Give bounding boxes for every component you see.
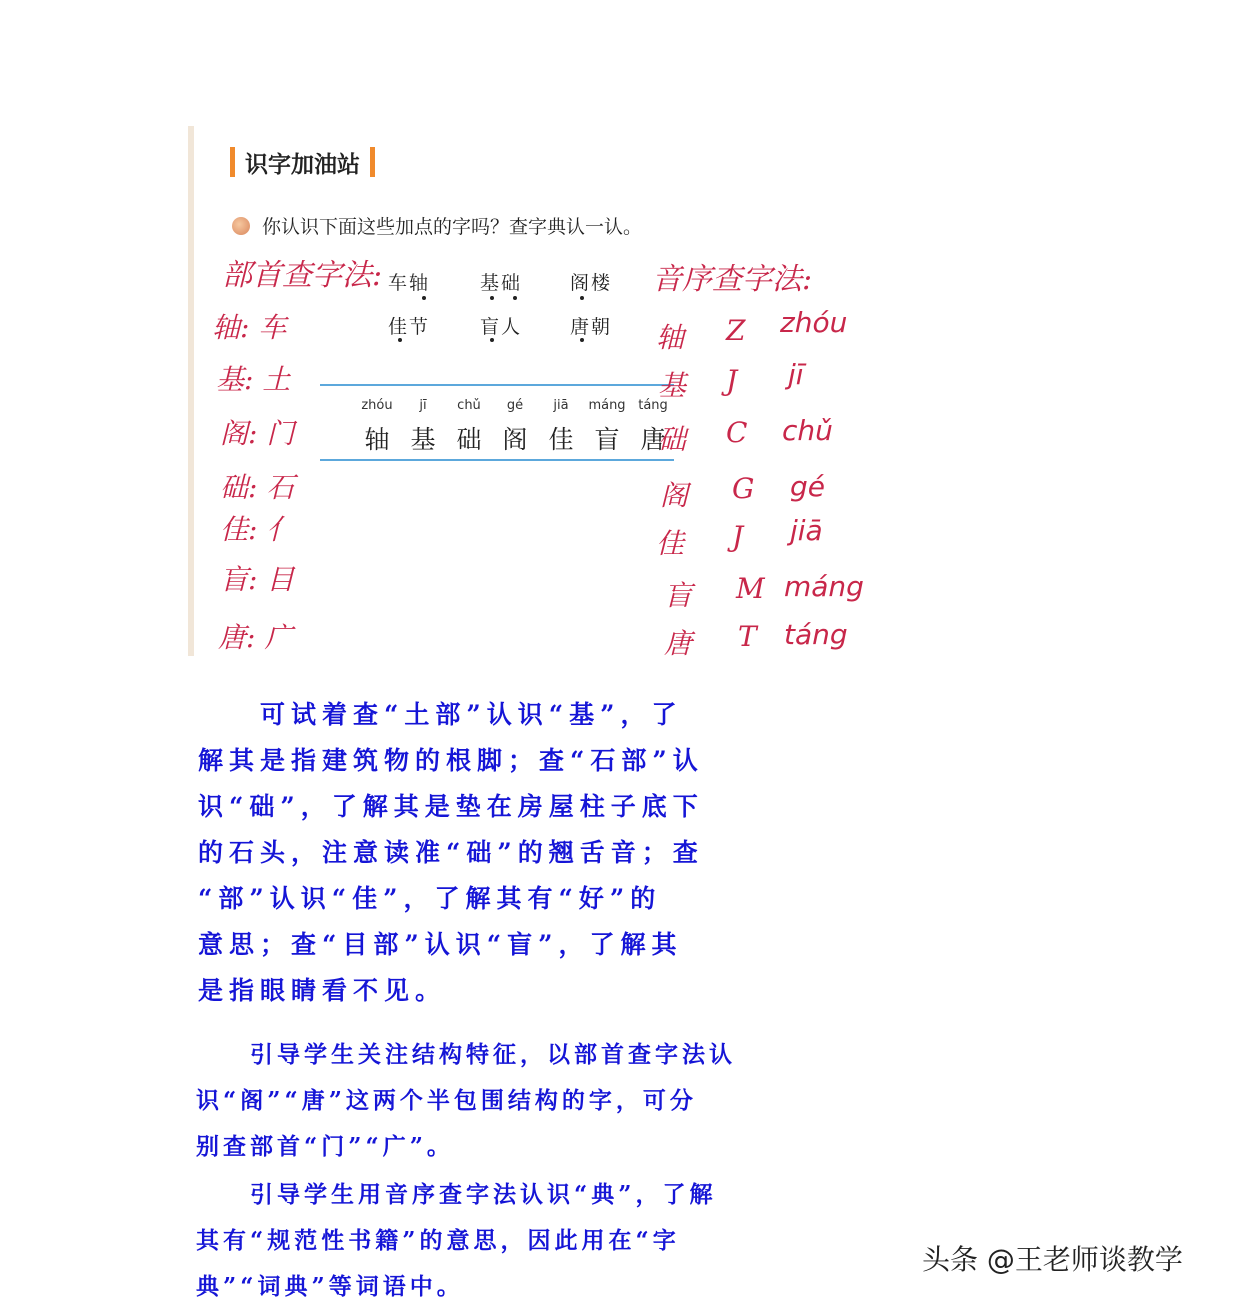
question-line xyxy=(232,212,642,239)
handwritten-right-char: 础 xyxy=(658,423,687,456)
handwritten-right-letter: J xyxy=(726,364,738,397)
emphasis-dot xyxy=(490,296,494,300)
pinyin: chǔ xyxy=(457,398,481,413)
rule-bottom xyxy=(320,459,674,461)
handwritten-left-row: 轴: 车 xyxy=(212,311,287,344)
annotation-line: 是指眼睛看不见。 xyxy=(198,976,447,1005)
handwritten-left-row: 础: 石 xyxy=(220,471,295,504)
annotation-line: 可试着查“土部”认识“基”，了 xyxy=(198,700,683,729)
handwritten-right-title: 音序查字法: xyxy=(652,262,813,297)
annotation-line: 的石头，注意读准“础”的翘舌音；查 xyxy=(198,838,704,867)
word-2: 基础 xyxy=(480,272,523,294)
character: 唐 xyxy=(640,425,666,454)
char-cell xyxy=(538,398,584,456)
word-1: 车轴 xyxy=(388,272,431,294)
emphasis-dot xyxy=(513,296,517,300)
handwritten-right-letter: T xyxy=(738,620,757,653)
emphasis-dot xyxy=(490,338,494,342)
emphasis-dot xyxy=(422,296,426,300)
character: 佳 xyxy=(548,425,574,454)
handwritten-left-row: 基: 土 xyxy=(216,363,291,396)
rule-top xyxy=(320,384,674,386)
handwritten-right-pinyin: chǔ xyxy=(782,414,833,447)
handwritten-left-row: 佳: 亻 xyxy=(220,513,295,546)
annotation-line: 识“阁”“唐”这两个半包围结构的字，可分 xyxy=(196,1087,697,1114)
question-text: 你认识下面这些加点的字吗？查字典认一认。 xyxy=(262,216,643,238)
handwritten-left-row: 唐: 广 xyxy=(218,621,293,654)
handwritten-right-letter: Z xyxy=(726,314,746,347)
char-cell xyxy=(354,398,400,456)
char-cell xyxy=(492,398,538,456)
word-5: 盲人 xyxy=(480,316,523,338)
handwritten-right-letter: J xyxy=(732,520,744,553)
annotation-line: 别查部首“门”“广”。 xyxy=(196,1133,454,1160)
section-title: 识字加油站 xyxy=(245,151,360,178)
character: 盲 xyxy=(594,425,620,454)
handwritten-right-char: 佳 xyxy=(656,527,685,560)
handwritten-left-row: 阁: 门 xyxy=(220,417,295,450)
pinyin: táng xyxy=(638,398,668,413)
handwritten-right-pinyin: jī xyxy=(788,358,804,391)
annotation-paragraph-2 xyxy=(196,1032,736,1170)
pinyin: zhóu xyxy=(361,398,393,413)
section-header xyxy=(230,144,375,180)
pinyin: máng xyxy=(588,398,626,413)
handwritten-left-row: 盲: 目 xyxy=(220,563,295,596)
annotation-line: 意思；查“目部”认识“盲”，了解其 xyxy=(198,930,683,959)
annotation-line: 识“础”，了解其是垫在房屋柱子底下 xyxy=(198,792,704,821)
watermark-text: 头条 @王老师谈教学 xyxy=(922,1243,1183,1276)
handwritten-right-char: 阁 xyxy=(660,479,689,512)
bullet-icon xyxy=(232,217,250,235)
annotation-paragraph-3 xyxy=(196,1172,716,1310)
handwritten-right-pinyin: jiā xyxy=(790,514,823,547)
annotation-line: “部”认识“佳”，了解其有“好”的 xyxy=(198,884,662,913)
emphasis-dot xyxy=(580,338,584,342)
annotation-line: 解其是指建筑物的根脚；查“石部”认 xyxy=(198,746,704,775)
handwritten-right-pinyin: zhóu xyxy=(780,306,848,339)
word-6: 唐朝 xyxy=(570,316,613,338)
handwritten-right-letter: C xyxy=(726,416,748,449)
pinyin: jiā xyxy=(553,398,569,413)
pinyin-character-row xyxy=(354,398,676,456)
annotation-line: 其有“规范性书籍”的意思，因此用在“字 xyxy=(196,1227,680,1254)
character: 基 xyxy=(410,425,436,454)
character: 轴 xyxy=(364,425,390,454)
handwritten-right-letter: G xyxy=(732,472,755,505)
emphasis-dot xyxy=(398,338,402,342)
annotation-line: 引导学生关注结构特征，以部首查字法认 xyxy=(196,1041,736,1068)
character: 础 xyxy=(456,425,482,454)
annotation-line: 引导学生用音序查字法认识“典”，了解 xyxy=(196,1181,717,1208)
handwritten-right-pinyin: máng xyxy=(784,570,864,603)
header-bar-right xyxy=(370,147,375,177)
emphasis-dot xyxy=(580,296,584,300)
handwritten-right-pinyin: táng xyxy=(784,618,848,651)
word-4: 佳节 xyxy=(388,316,431,338)
handwritten-right-char: 唐 xyxy=(664,627,693,660)
annotation-paragraph-1 xyxy=(198,692,704,1014)
handwritten-right-pinyin: gé xyxy=(790,470,825,503)
pinyin: jī xyxy=(419,398,427,413)
character: 阁 xyxy=(502,425,528,454)
handwritten-right-char: 盲 xyxy=(664,579,693,612)
word-3: 阁楼 xyxy=(570,272,613,294)
handwritten-right-letter: M xyxy=(736,572,765,605)
char-cell xyxy=(446,398,492,456)
char-cell xyxy=(400,398,446,456)
handwritten-left-title: 部首查字法: xyxy=(222,258,383,293)
annotation-line: 典”“词典”等词语中。 xyxy=(196,1273,464,1300)
char-cell xyxy=(584,398,630,456)
pinyin: gé xyxy=(506,398,524,413)
handwritten-right-char: 基 xyxy=(658,369,687,402)
handwritten-right-char: 轴 xyxy=(656,321,685,354)
header-bar-left xyxy=(230,147,235,177)
